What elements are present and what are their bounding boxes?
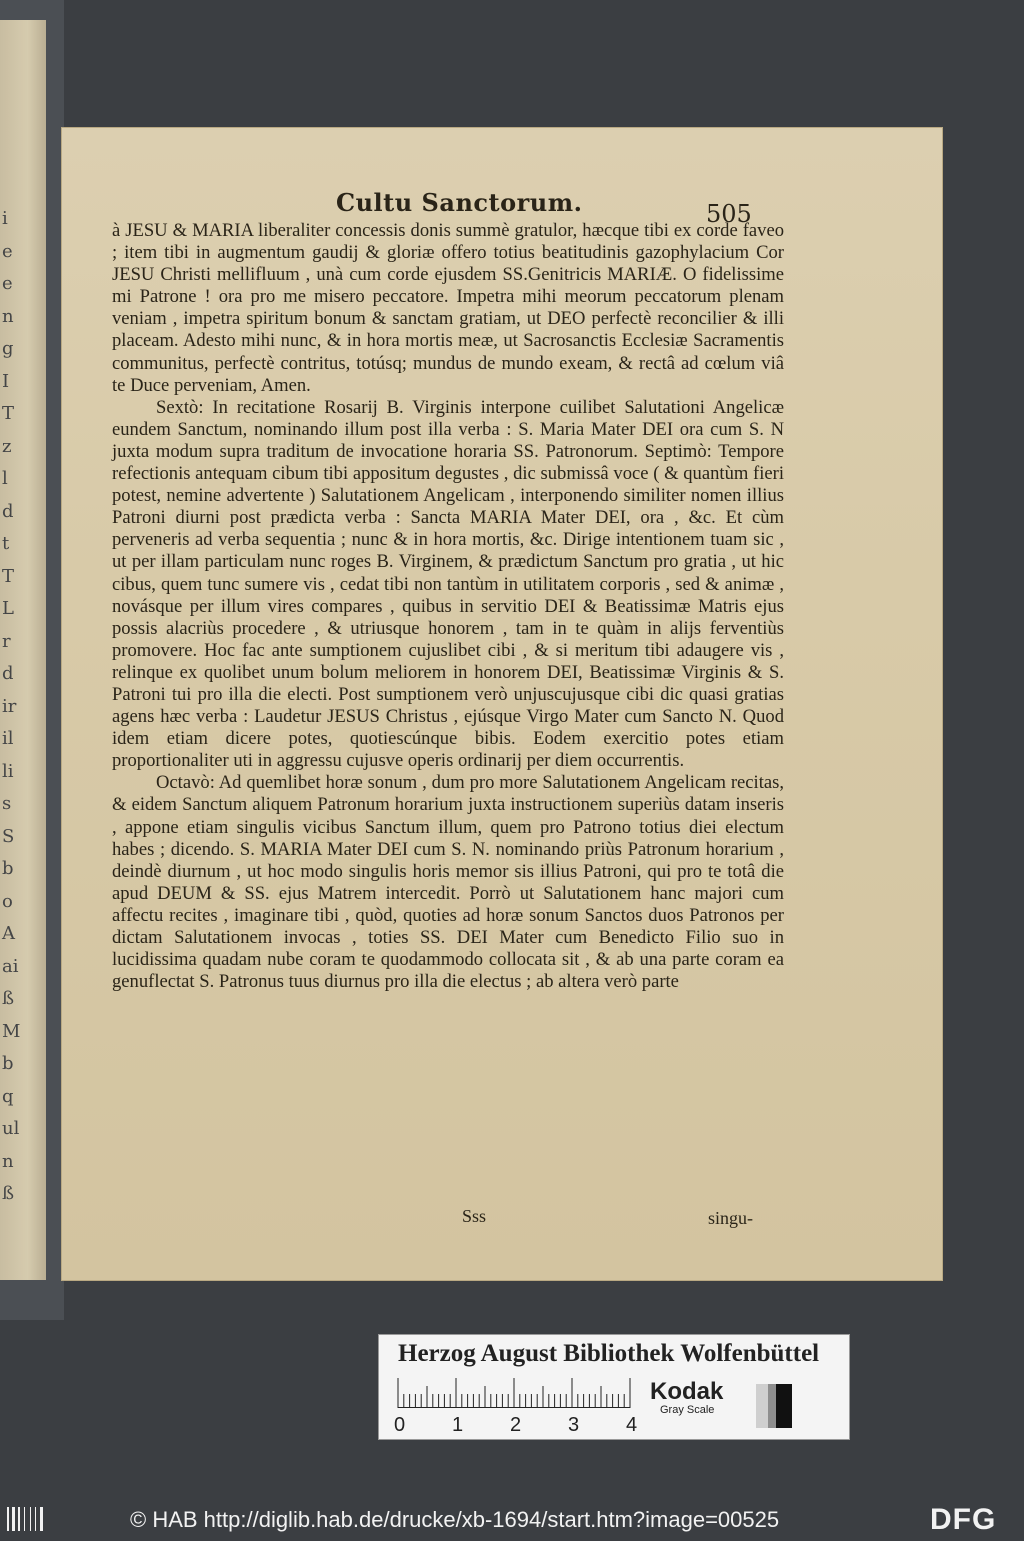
facing-page-fragment: il — [2, 728, 14, 749]
facing-page-fragment: S — [2, 825, 15, 847]
barcode-bar — [18, 1507, 20, 1531]
facing-page-fragment: t — [2, 533, 10, 554]
facing-page-fragment: L — [2, 598, 14, 619]
facing-page-fragment: n — [2, 1150, 14, 1172]
paragraph-1: à JESU & MARIA liberaliter concessis donis summè gratulor, hæcque tibi ex corde faveo ; item tibi in augmentum gaudij & gloriæ offero totius beatitudinis gazophylacium Cor JESU Christi mellifluum , unà cum corde ejusdem SS.Genitricis MARIÆ. O fidelissime mi Patrone ! ora pro me misero peccatore. Impetra mihi meorum peccatorum plenam veniam , impetra spiritum bonum & sanctam gratiam, ut DEO perfectè reconcilier & illi placeam. Adesto mihi nunc, & in hora mortis meæ, ut Sacrosanctis Ecclesiæ Sacramentis communitus, perfectè contritus, totúsq; mundus de mundo exeam, & rectâ ad cœlum viâ te Duce perveniam, Amen. — [112, 220, 784, 396]
facing-page-fragment: e — [2, 240, 13, 262]
facing-page-fragment: d — [2, 500, 14, 522]
facing-page-fragment: e — [2, 273, 13, 294]
page-number: 505 — [706, 200, 752, 228]
ruler-number: 2 — [510, 1414, 522, 1436]
facing-page-fragment: I — [2, 370, 10, 392]
ruler-numbers — [392, 1414, 642, 1438]
facing-page-fragment: n — [2, 305, 14, 327]
facing-page-fragment: ß — [2, 1183, 15, 1204]
barcode-icon — [6, 1505, 50, 1533]
barcode-bar — [12, 1507, 15, 1531]
barcode-bar — [30, 1507, 31, 1531]
facing-page-fragment: g — [2, 338, 14, 359]
facing-page-fragment: s — [2, 793, 12, 814]
facing-page-fragment: A — [2, 923, 15, 944]
barcode-bar — [7, 1507, 9, 1531]
facing-page-fragment: T — [2, 565, 15, 587]
ruler-number: 4 — [626, 1414, 638, 1436]
footer-url: © HAB http://diglib.hab.de/drucke/xb-1694/start.htm?image=00525 — [130, 1507, 780, 1532]
paragraph-3: Octavò: Ad quemlibet horæ sonum , dum pro more Salutationem Angelicam recitas, & eidem Sanctum aliquem Patronum horarium juxta instructionem superiùs datam inseris , appone etiam singulis vicibus Sanctum illum, quem pro Patrono totius diei electum habes ; dicendo. S. MARIA Mater DEI cum S. N. nominando priùs Patronum horarium , deindè diurnum , ut hoc modo singulis horis memor sis illius Patroni, qui pro te totâ die apud DEUM & SS. ejus Matrem intercedit. Porrò ut Salutationem hanc majori cum affectu recites , imaginare tibi , quòd, quoties ad horæ sonum Sanctos duos Patronos per dictam Salutationem invocas , toties SS. DEI Mater cum Benedicto Filio suo in lucidissima quadam nube coram te quodammodo collocata sit , & ab una parte coram ea genuflectat S. Patronus tuus diurnus pro illa die electus ; ab altera verò parte — [112, 772, 784, 993]
glass-plate-edge — [0, 0, 64, 1320]
running-title: Cultu Sanctorum. — [336, 188, 583, 217]
gray-swatch-dark — [776, 1384, 792, 1428]
gray-scale-label: Gray Scale — [660, 1404, 715, 1416]
dfg-logo: DFG — [930, 1503, 997, 1536]
facing-page-fragment: ai — [2, 955, 19, 977]
paragraph-2: Sextò: In recitatione Rosarij B. Virginis interpone cuilibet Salutationi Angelicæ eundem Sanctum, nominando illum post illa verba : S. Maria Mater DEI ora cum S. N juxta modum supra traditum de invocatione horaria SS. Patronorum. Septimò: Tempore refectionis antequam cibum tibi appositum degustes , dic submissâ voce ( & quantùm fieri potest, nemine advertente ) Salutationem Angelicam , interponendo similiter nomen illius Patroni diurni post prædicta verba : Sancta MARIA Mater DEI, ora , &c. Et cùm perveneris ad verba sequentia ; nunc & in hora mortis, &c. Dirige intentionem tuam sic , ut per illam particulam nunc roges B. Virginem, & prædictum Sanctum pro gratia , ut hic cibus, quem tunc sumere vis , cedat tibi non tantùm in utilitatem corporis , sed & animæ , novásque per illum vires compares , quibus in servitio DEI & Beatissimæ Matris ejus possis alacriùs procedere , & utriusque honorem , tam in te quàm in alijs ferventiùs promovere. Hoc fac ante sumptionem cujuslibet cibi , & si meritum tibi adaugere vis , relinque ex quolibet unum bolum meliorem in honorem DEI, Beatissimæ Virginis & S. Patroni tui pro illa die electi. Post sumptionem verò unjuscujusque cibi dic quasi gratias agens hæc verba : Laudetur JESUS Christus , ejúsque Virgo Mater cum Sancto N. Quod idem etiam dicere potes, quotiescúnque bibis. Eodem exercitio potes etiam proportionaliter uti in aggressu cujusve operis ordinarij per diem occurrentis. — [112, 396, 784, 772]
facing-page-fragment: l — [2, 468, 8, 489]
barcode-bar — [35, 1507, 36, 1531]
signature-mark: Sss — [462, 1206, 487, 1226]
kodak-brand: Kodak — [650, 1378, 724, 1405]
ruler-number: 3 — [568, 1414, 580, 1436]
card-title: Herzog August Bibliothek Wolfenbüttel — [398, 1340, 820, 1367]
barcode-bar — [24, 1507, 25, 1531]
facing-page-fragment: T — [2, 403, 15, 424]
ruler-number: 1 — [452, 1414, 464, 1436]
facing-page-fragment: o — [2, 890, 13, 912]
body-text — [112, 220, 784, 993]
facing-page-fragment: b — [2, 858, 14, 879]
ruler-scale — [396, 1378, 632, 1408]
facing-page-fragment: li — [2, 760, 14, 782]
gray-swatch-light — [756, 1384, 768, 1428]
facing-page-fragment: ul — [2, 1118, 20, 1139]
facing-page-fragment: q — [2, 1085, 14, 1107]
facing-page-fragment: i — [2, 208, 8, 229]
facing-page-fragment: d — [2, 663, 14, 684]
ruler-number: 0 — [394, 1414, 406, 1436]
facing-page-fragment: ß — [2, 988, 15, 1009]
catchword: singu- — [708, 1208, 753, 1228]
facing-page-fragment: b — [2, 1053, 14, 1074]
facing-page-fragment: M — [2, 1020, 21, 1042]
facing-page-fragment: ir — [2, 695, 17, 717]
gray-swatch-mid — [768, 1384, 776, 1428]
facing-page-fragment: r — [2, 630, 11, 652]
barcode-bar — [40, 1507, 43, 1531]
facing-page-fragment: z — [2, 435, 12, 457]
